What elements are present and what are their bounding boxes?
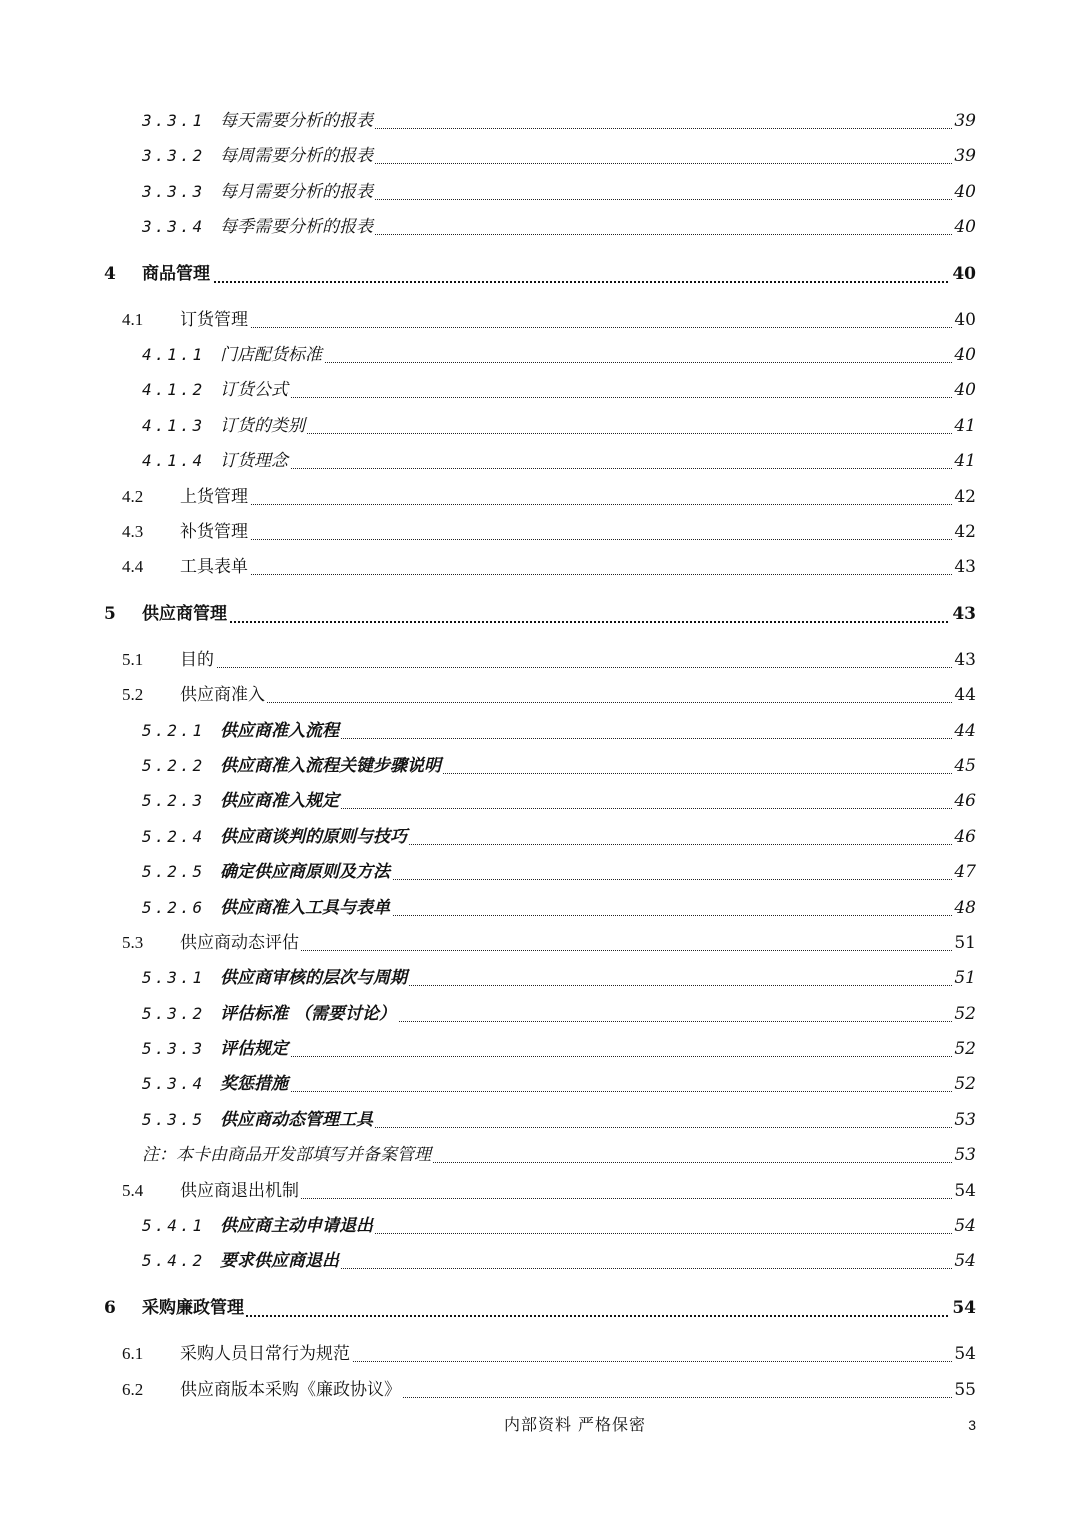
toc-entry-number: 5.3.3 bbox=[142, 1039, 206, 1058]
toc-entry-page: 53 bbox=[952, 1105, 976, 1135]
toc-entry-title: 评估规定 bbox=[220, 1034, 290, 1064]
toc-entry-title: 订货的类别 bbox=[220, 411, 307, 441]
toc-entry-title: 采购廉政管理 bbox=[142, 1293, 246, 1323]
toc-entry-title: 要求供应商退出 bbox=[220, 1246, 341, 1276]
toc-entry[interactable] bbox=[0, 446, 1080, 476]
page-footer bbox=[0, 1410, 1080, 1440]
toc-entry-number: 5.4 bbox=[122, 1181, 144, 1200]
toc-entry-page: 40 bbox=[950, 259, 976, 289]
toc-entry-page: 43 bbox=[952, 645, 976, 675]
toc-entry-number: 5.3.2 bbox=[142, 1004, 206, 1023]
toc-entry-number: 5 bbox=[104, 604, 116, 624]
toc-entry[interactable] bbox=[0, 1293, 1080, 1323]
toc-entry-number: 5.4.1 bbox=[142, 1216, 206, 1235]
toc-entry-page: 42 bbox=[952, 482, 976, 512]
toc-entry[interactable] bbox=[0, 786, 1080, 816]
toc-entry-number: 5.1 bbox=[122, 650, 144, 669]
toc-dot-leader bbox=[220, 467, 972, 469]
toc-entry-title: 奖惩措施 bbox=[220, 1069, 290, 1099]
footer-confidential-text: 内部资料 严格保密 bbox=[503, 1415, 647, 1434]
toc-entry[interactable] bbox=[0, 340, 1080, 370]
toc-entry[interactable] bbox=[0, 1140, 1080, 1170]
toc-entry-title: 供应商主动申请退出 bbox=[220, 1211, 375, 1241]
toc-entry-number: 4 bbox=[104, 264, 116, 284]
toc-entry-title: 每天需要分析的报表 bbox=[220, 106, 375, 136]
toc-entry-number: 4.1.1 bbox=[142, 345, 206, 364]
toc-entry-title: 工具表单 bbox=[180, 552, 250, 582]
toc-entry-title: 供应商准入流程关键步骤说明 bbox=[220, 751, 443, 781]
toc-dot-leader bbox=[220, 1090, 972, 1092]
toc-entry-page: 54 bbox=[952, 1339, 976, 1369]
toc-entry-number: 4.1.4 bbox=[142, 451, 206, 470]
toc-entry-number: 5.3.1 bbox=[142, 968, 206, 987]
toc-entry-number: 5.3.5 bbox=[142, 1110, 206, 1129]
toc-entry-page: 41 bbox=[952, 446, 976, 476]
toc-entry[interactable] bbox=[0, 1246, 1080, 1276]
toc-entry-number: 5.2.4 bbox=[142, 827, 206, 846]
toc-entry-title: 每周需要分析的报表 bbox=[220, 141, 375, 171]
toc-entry-number: 5.3 bbox=[122, 933, 144, 952]
toc-entry[interactable] bbox=[0, 893, 1080, 923]
toc-entry-page: 41 bbox=[952, 411, 976, 441]
toc-entry[interactable] bbox=[0, 212, 1080, 242]
toc-entry-title: 采购人员日常行为规范 bbox=[180, 1339, 352, 1369]
toc-entry-page: 40 bbox=[952, 212, 976, 242]
toc-entry[interactable] bbox=[0, 928, 1080, 958]
toc-entry[interactable] bbox=[0, 1339, 1080, 1369]
toc-entry-page: 52 bbox=[952, 999, 976, 1029]
toc-entry[interactable] bbox=[0, 411, 1080, 441]
toc-dot-leader bbox=[220, 432, 972, 434]
toc-entry-number: 5.2.6 bbox=[142, 898, 206, 917]
toc-entry-number: 4.1 bbox=[122, 310, 144, 329]
toc-entry-title: 供应商谈判的原则与技巧 bbox=[220, 822, 409, 852]
toc-entry[interactable] bbox=[0, 177, 1080, 207]
toc-entry-page: 40 bbox=[952, 375, 976, 405]
toc-entry[interactable] bbox=[0, 1069, 1080, 1099]
toc-entry[interactable] bbox=[0, 751, 1080, 781]
toc-entry-page: 52 bbox=[952, 1034, 976, 1064]
toc-entry-number: 3.3.1 bbox=[142, 111, 206, 130]
toc-entry[interactable] bbox=[0, 552, 1080, 582]
toc-entry-title: 目的 bbox=[180, 645, 216, 675]
toc-dot-leader bbox=[180, 701, 972, 703]
toc-entry-title: 订货管理 bbox=[180, 305, 250, 335]
toc-entry-title: 供应商准入 bbox=[180, 680, 267, 710]
toc-entry-number: 4.1.2 bbox=[142, 380, 206, 399]
toc-entry-page: 51 bbox=[952, 928, 976, 958]
toc-dot-leader bbox=[142, 280, 972, 283]
toc-dot-leader bbox=[220, 1055, 972, 1057]
toc-entry-number: 3.3.2 bbox=[142, 146, 206, 165]
toc-entry[interactable] bbox=[0, 1105, 1080, 1135]
toc-entry-title: 补货管理 bbox=[180, 517, 250, 547]
toc-entry[interactable] bbox=[0, 1034, 1080, 1064]
toc-entry-page: 47 bbox=[952, 857, 976, 887]
toc-entry-title: 供应商版本采购《廉政协议》 bbox=[180, 1375, 403, 1405]
toc-entry-title: 供应商审核的层次与周期 bbox=[220, 963, 409, 993]
toc-entry-number: 5.2.3 bbox=[142, 791, 206, 810]
toc-entry-page: 54 bbox=[952, 1246, 976, 1276]
toc-entry-title: 供应商管理 bbox=[142, 599, 229, 629]
toc-entry-number: 6.2 bbox=[122, 1380, 144, 1399]
toc-entry-page: 40 bbox=[952, 340, 976, 370]
toc-entry-page: 46 bbox=[952, 822, 976, 852]
toc-entry[interactable] bbox=[0, 857, 1080, 887]
toc-dot-leader bbox=[180, 666, 972, 668]
toc-dot-leader bbox=[180, 503, 972, 505]
toc-entry-title: 注：本卡由商品开发部填写并备案管理 bbox=[142, 1140, 433, 1170]
toc-entry-title: 确定供应商原则及方法 bbox=[220, 857, 392, 887]
toc-entry[interactable] bbox=[0, 482, 1080, 512]
toc-entry-number: 3.3.3 bbox=[142, 182, 206, 201]
toc-entry-page: 42 bbox=[952, 517, 976, 547]
toc-entry[interactable] bbox=[0, 517, 1080, 547]
toc-entry-title: 每季需要分析的报表 bbox=[220, 212, 375, 242]
toc-entry-title: 供应商准入流程 bbox=[220, 716, 341, 746]
toc-entry-title: 供应商动态管理工具 bbox=[220, 1105, 375, 1135]
toc-entry-page: 39 bbox=[952, 141, 976, 171]
toc-entry-page: 46 bbox=[952, 786, 976, 816]
toc-entry-page: 53 bbox=[952, 1140, 976, 1170]
toc-entry-number: 5.4.2 bbox=[142, 1251, 206, 1270]
toc-entry-page: 54 bbox=[952, 1211, 976, 1241]
toc-entry[interactable] bbox=[0, 259, 1080, 289]
toc-entry-title: 订货公式 bbox=[220, 375, 290, 405]
toc-entry-page: 51 bbox=[952, 963, 976, 993]
toc-entry-number: 4.1.3 bbox=[142, 416, 206, 435]
toc-entry-title: 供应商动态评估 bbox=[180, 928, 301, 958]
toc-entry[interactable] bbox=[0, 716, 1080, 746]
toc-dot-leader bbox=[180, 573, 972, 575]
toc-entry[interactable] bbox=[0, 599, 1080, 629]
toc-dot-leader bbox=[180, 326, 972, 328]
toc-entry[interactable] bbox=[0, 1176, 1080, 1206]
toc-entry-page: 40 bbox=[952, 305, 976, 335]
toc-entry-number: 5.2.2 bbox=[142, 756, 206, 775]
toc-entry-number: 5.2 bbox=[122, 685, 144, 704]
toc-entry-page: 44 bbox=[952, 716, 976, 746]
toc-entry-number: 4.2 bbox=[122, 487, 144, 506]
toc-entry[interactable] bbox=[0, 999, 1080, 1029]
toc-entry-page: 54 bbox=[952, 1176, 976, 1206]
toc-entry-number: 3.3.4 bbox=[142, 217, 206, 236]
toc-entry-title: 每月需要分析的报表 bbox=[220, 177, 375, 207]
toc-entry-number: 6.1 bbox=[122, 1344, 144, 1363]
toc-entry-title: 供应商退出机制 bbox=[180, 1176, 301, 1206]
toc-entry[interactable] bbox=[0, 1211, 1080, 1241]
toc-entry[interactable] bbox=[0, 822, 1080, 852]
toc-entry-page: 43 bbox=[950, 599, 976, 629]
toc-entry-number: 4.3 bbox=[122, 522, 144, 541]
toc-entry-page: 43 bbox=[952, 552, 976, 582]
toc-dot-leader bbox=[220, 361, 972, 363]
toc-entry-title: 供应商准入工具与表单 bbox=[220, 893, 392, 923]
toc-entry-number: 5.2.1 bbox=[142, 721, 206, 740]
page-number: 3 bbox=[968, 1417, 976, 1433]
toc-entry[interactable] bbox=[0, 106, 1080, 136]
toc-entry-title: 门店配货标准 bbox=[220, 340, 324, 370]
toc-dot-leader bbox=[220, 396, 972, 398]
toc-entry-page: 52 bbox=[952, 1069, 976, 1099]
toc-entry[interactable] bbox=[0, 305, 1080, 335]
toc-entry-page: 54 bbox=[950, 1293, 976, 1323]
toc-entry[interactable] bbox=[0, 141, 1080, 171]
toc-entry-page: 40 bbox=[952, 177, 976, 207]
toc-entry-number: 5.3.4 bbox=[142, 1074, 206, 1093]
toc-entry[interactable] bbox=[0, 375, 1080, 405]
toc-entry[interactable] bbox=[0, 680, 1080, 710]
toc-entry-page: 55 bbox=[952, 1375, 976, 1405]
toc-entry-title: 供应商准入规定 bbox=[220, 786, 341, 816]
toc-entry-number: 6 bbox=[104, 1298, 116, 1318]
toc-entry-number: 5.2.5 bbox=[142, 862, 206, 881]
toc-entry-page: 48 bbox=[952, 893, 976, 923]
toc-entry[interactable] bbox=[0, 963, 1080, 993]
toc-entry-title: 上货管理 bbox=[180, 482, 250, 512]
toc-entry-number: 4.4 bbox=[122, 557, 144, 576]
toc-entry-title: 评估标准 （需要讨论） bbox=[220, 999, 398, 1029]
toc-entry-page: 45 bbox=[952, 751, 976, 781]
toc-dot-leader bbox=[142, 1314, 972, 1317]
toc-entry-title: 订货理念 bbox=[220, 446, 290, 476]
toc-entry[interactable] bbox=[0, 1375, 1080, 1405]
toc-dot-leader bbox=[142, 620, 972, 623]
toc-dot-leader bbox=[180, 538, 972, 540]
toc-entry[interactable] bbox=[0, 645, 1080, 675]
toc-entry-page: 39 bbox=[952, 106, 976, 136]
toc-entry-title: 商品管理 bbox=[142, 259, 212, 289]
toc-entry-page: 44 bbox=[952, 680, 976, 710]
